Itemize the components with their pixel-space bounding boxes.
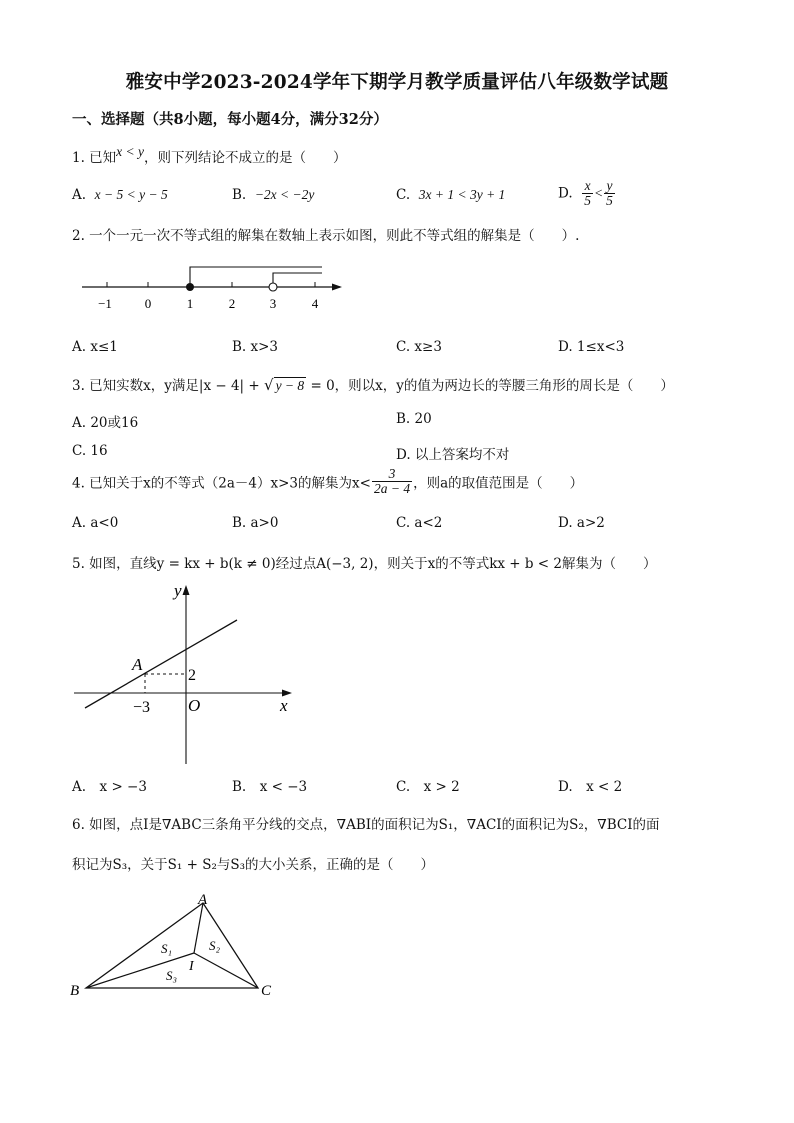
q1-option-d [558, 179, 616, 208]
q5-option-b: B. x < −3 [232, 779, 308, 795]
q2-option-b: B. x>3 [232, 339, 279, 355]
question-6-line-2: 积记为S₃，关于S₁ + S₂与S₃的大小关系，正确的是（ ） [72, 857, 435, 873]
axis-label: −1 [98, 296, 112, 311]
filled-dot-icon [186, 283, 194, 291]
question-1-stem [72, 146, 347, 166]
q1-option-d-fraction-2 [604, 179, 615, 208]
q3-sqrt-radicand: y − 8 [275, 378, 305, 393]
q1-d-num2: y [604, 179, 615, 194]
q1-option-b [232, 187, 314, 203]
q1-d-den1: 5 [584, 193, 591, 209]
hollow-dot-icon [269, 283, 277, 291]
linear-function-graph [60, 578, 310, 770]
q5-option-c: C. x > 2 [396, 779, 460, 795]
solution-bracket-x-ge-1 [190, 267, 322, 287]
question-3-stem: 3. 已知实数x，y满足|x − 4| + √ y − 8 = 0，则以x，y的值为两边长的等腰三角形的周长是（ ） [72, 376, 674, 394]
point-a-label: A [132, 655, 143, 674]
q4-option-a: A. a<0 [72, 515, 119, 531]
page-title: 雅安中学2023-2024学年下期学月教学质量评估八年级数学试题 [125, 72, 669, 93]
area-s3-label: S₃ [166, 968, 178, 983]
incenter-i-label: I [189, 959, 194, 974]
q1-option-c [396, 187, 505, 203]
question-2-stem: 2. 一个一元一次不等式组的解集在数轴上表示如图，则此不等式组的解集是（ ）. [72, 228, 580, 244]
y-tick-label: 2 [188, 667, 196, 684]
vertex-a-label: A [198, 892, 208, 908]
x-axis-label: x [280, 696, 288, 715]
axis-label: 3 [269, 296, 277, 311]
segment-bi [86, 953, 194, 988]
q3-option-b: B. 20 [396, 411, 432, 427]
q1-d-num1: x [582, 179, 593, 194]
q1-stem-math: x < y [116, 144, 145, 159]
q1-option-c-text: 3x + 1 < 3y + 1 [418, 187, 506, 202]
q1-stem-suffix: ，则下列结论不成立的是（ ） [144, 150, 347, 166]
q4-fraction [372, 467, 412, 496]
vertex-b-label: B [70, 983, 80, 999]
segment-ai [194, 903, 203, 953]
axis-label: 2 [228, 296, 236, 311]
q1-option-d-label: D. [558, 185, 573, 202]
q2-option-a: A. x≤1 [72, 339, 118, 355]
area-s2-label: S₂ [209, 938, 221, 953]
q2-option-c: C. x≥3 [396, 339, 442, 355]
q1-d-den2: 5 [606, 193, 613, 209]
question-6-line-1: 6. 如图，点I是∇ABC三条角平分线的交点，∇ABI的面积记为S₁，∇ACI的面积记为S₂，∇BCI的面 [72, 817, 660, 833]
q5-option-a: A. x > −3 [72, 779, 147, 795]
q1-option-c-label: C. [396, 187, 411, 203]
area-s1-label: S₁ [161, 941, 173, 956]
axis-label: 0 [144, 296, 152, 311]
q4-stem-b: ，则a的取值范围是（ ） [413, 475, 584, 492]
q1-option-a-label: A. [72, 187, 87, 203]
vertex-c-label: C [261, 983, 272, 999]
q1-option-d-fraction-1 [582, 179, 593, 208]
axis-arrow-icon [332, 284, 342, 291]
q1-option-b-label: B. [232, 187, 247, 203]
y-axis-arrow-icon [183, 585, 190, 595]
q1-stem-prefix: 1. 已知 [72, 150, 117, 166]
q4-option-c: C. a<2 [396, 515, 443, 531]
q5-option-d: D. x < 2 [558, 779, 623, 795]
q4-stem-a: 4. 已知关于x的不等式（2a－4）x>3的解集为x< [72, 475, 371, 492]
q2-option-d: D. 1≤x<3 [558, 339, 625, 355]
axis-label: 4 [311, 296, 319, 311]
segment-ci [194, 953, 258, 988]
q3-option-a: A. 20或16 [72, 415, 139, 431]
x-tick-label: −3 [133, 699, 151, 716]
q1-option-a [72, 187, 168, 203]
section-heading: 一、选择题（共8小题，每小题4分，满分32分） [72, 111, 388, 128]
q1-option-b-text: −2x < −2y [254, 187, 315, 202]
origin-label: O [188, 696, 201, 715]
q1-d-op: < [593, 185, 604, 201]
q1-option-a-text: x − 5 < y − 5 [94, 187, 168, 202]
question-4-stem [72, 467, 583, 496]
q4-frac-den: 2a − 4 [373, 481, 411, 497]
q4-frac-num: 3 [372, 467, 412, 482]
line-y-kx-b [85, 620, 237, 708]
q4-option-d: D. a>2 [558, 515, 605, 531]
axis-label: 1 [186, 296, 194, 311]
number-line-figure [72, 258, 362, 318]
q3-stem-b: = 0，则以x，y的值为两边长的等腰三角形的周长是（ ） [306, 378, 674, 394]
q3-stem-a: 3. 已知实数x，y满足|x − 4| + [72, 378, 264, 394]
q3-option-c: C. 16 [72, 443, 108, 459]
q3-option-d: D. 以上答案均不对 [396, 447, 510, 463]
triangle-figure [62, 888, 288, 1006]
question-5-stem: 5. 如图，直线y = kx + b(k ≠ 0)经过点A(−3, 2)，则关于x的不等式kx + b < 2解集为（ ） [72, 556, 657, 572]
y-axis-label: y [174, 581, 182, 600]
q4-option-b: B. a>0 [232, 515, 279, 531]
